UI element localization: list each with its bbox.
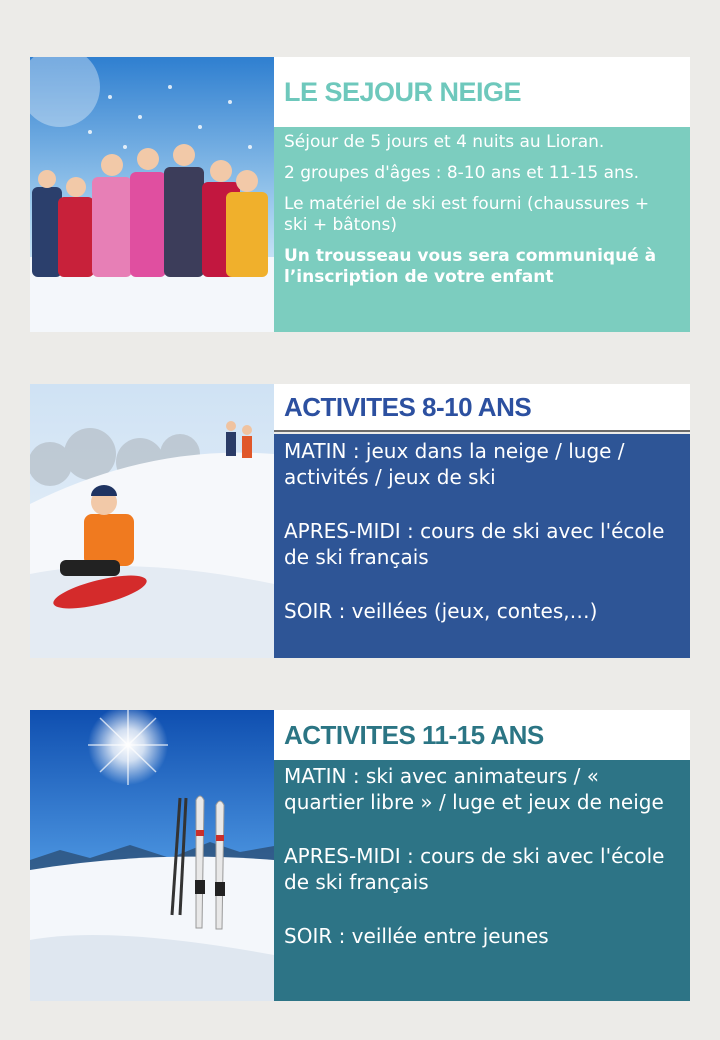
- activites-8-10-title: ACTIVITES 8-10 ANS: [274, 384, 690, 432]
- children-snow-photo: [30, 57, 274, 332]
- matin-text: MATIN : ski avec animateurs / « quartier libre » / luge et jeux de neige: [284, 764, 664, 814]
- activites-8-10-card: [30, 384, 690, 658]
- trousseau-text: Un trousseau vous sera communiqué à l’inscription de votre enfant: [284, 246, 657, 287]
- child-sled-photo: [30, 384, 274, 658]
- soir-text: SOIR : veillée entre jeunes: [284, 924, 549, 948]
- apres-midi-text: APRES-MIDI : cours de ski avec l'école de ski français: [284, 519, 665, 569]
- sejour-card: [30, 57, 690, 332]
- sejour-title: LE SEJOUR NEIGE: [274, 57, 690, 127]
- soir-text: SOIR : veillées (jeux, contes,…): [284, 599, 598, 623]
- duration-text: Séjour de 5 jours et 4 nuits au Lioran.: [284, 132, 605, 152]
- apres-midi-text: APRES-MIDI : cours de ski avec l'école de ski français: [284, 844, 665, 894]
- age-groups-text: 2 groupes d'âges : 8-10 ans et 11-15 ans.: [284, 163, 640, 183]
- activites-11-15-details: [274, 760, 690, 1001]
- sejour-details: [274, 127, 690, 332]
- activites-11-15-title: ACTIVITES 11-15 ANS: [274, 710, 690, 760]
- skis-in-snow-photo: [30, 710, 274, 1001]
- activites-8-10-details: [274, 434, 690, 658]
- activites-11-15-card: [30, 710, 690, 1001]
- matin-text: MATIN : jeux dans la neige / luge / activités / jeux de ski: [284, 439, 625, 489]
- equipment-text: Le matériel de ski est fourni (chaussures + ski + bâtons): [284, 194, 650, 235]
